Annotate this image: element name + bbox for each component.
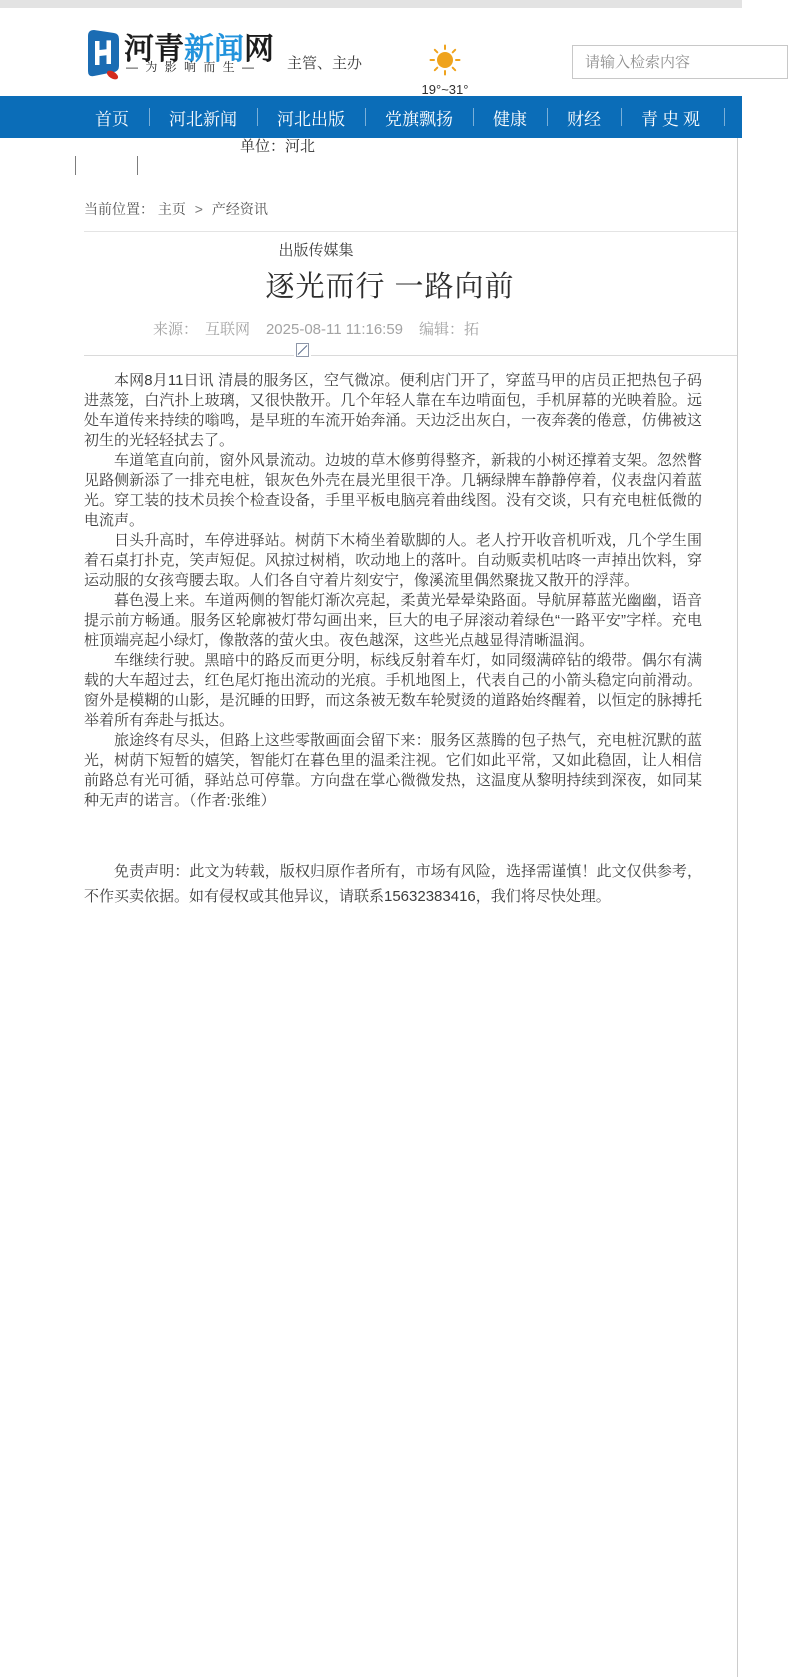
nav-item-party-flag[interactable]: 党旗飘扬 xyxy=(365,105,473,130)
article-paragraph: 车道笔直向前，窗外风景流动。边坡的草木修剪得整齐，新栽的小树还撑着支架。忽然瞥见路侧新添了一排充电桩，银灰色外壳在晨光里很干净。几辆绿牌车静静停着，仪表盘闪着蓝光。穿工装的技术员挨个检查设备，手里平板电脑亮着曲线图。没有交谈，只有充电桩低微的电流声。 xyxy=(84,452,702,529)
meta-source: 互联网 xyxy=(204,321,250,338)
nav-item-clipped[interactable]: 河 xyxy=(724,105,781,130)
meta-editor: 编辑：拓 xyxy=(419,321,480,338)
table-border-remnant xyxy=(75,156,76,175)
nav-item-hebei-publishing[interactable]: 河北出版 xyxy=(257,105,365,130)
temperature-range: 19°~31° xyxy=(421,82,469,97)
nav-list xyxy=(0,96,761,138)
breadcrumb-separator: > xyxy=(194,201,203,217)
site-header xyxy=(0,8,742,96)
main-content xyxy=(0,138,742,909)
article-paragraph: 暮色漫上来。车道两侧的智能灯渐次亮起，柔黄光晕晕染路面。导航屏幕蓝光幽幽，语音提示前方畅通。服务区轮廓被灯带勾画出来，巨大的电子屏滚动着绿色“一路平安”字样。充电桩顶端亮起小绿灯，像散落的萤火虫。夜色越深，这些光点越显得清晰温润。 xyxy=(84,592,702,649)
site-logo[interactable] xyxy=(86,22,286,90)
breadcrumb xyxy=(0,138,742,219)
article-body xyxy=(84,371,702,811)
article-meta xyxy=(84,318,548,339)
search-input[interactable] xyxy=(572,45,788,79)
site-name: 河青新闻网 xyxy=(124,33,274,66)
breadcrumb-label: 当前位置： xyxy=(84,201,154,217)
nav-item-hebei-news[interactable]: 河北新闻 xyxy=(149,105,257,130)
article-paragraph: 日头升高时，车停进驿站。树荫下木椅坐着歇脚的人。老人拧开收音机听戏，几个学生围着石桌打扑克，笑声短促。风掠过树梢，吹动地上的落叶。自动贩卖机咕咚一声掉出饮料，穿运动服的女孩弯腰去取。人们各自守着片刻安宁，像溪流里偶然聚拢又散开的浮萍。 xyxy=(84,532,702,589)
article-paragraph: 车继续行驶。黑暗中的路反而更分明，标线反射着车灯，如同缀满碎钻的缎带。偶尔有满载的大车超过去，红色尾灯拖出流动的光痕。手机地图上，代表自己的小箭头稳定向前滑动。窗外是模糊的山影，是沉睡的田野，而这条被无数车轮熨烫的道路始终醒着，以恒定的脉搏托举着所有奔赴与抵达。 xyxy=(84,652,702,729)
article-paragraph: 本网8月11日讯 清晨的服务区，空气微凉。便利店门开了，穿蓝马甲的店员正把热包子码进蒸笼，白汽扑上玻璃，又很快散开。几个年轻人靠在车边啃面包，手机屏幕的光映着脸。远处车道传来持续的嗡鸣，是早班的车流开始奔涌。天边泛出灰白，一夜奔袭的倦意，仿佛被这初生的光轻轻拭去了。 xyxy=(84,372,702,449)
meta-datetime: 2025-08-11 11:16:59 xyxy=(265,321,404,338)
content-right-border xyxy=(737,138,738,1677)
sun-icon xyxy=(429,63,461,80)
article-title: 逐光而行 一路向前 xyxy=(265,271,515,303)
breadcrumb-home-link[interactable]: 主页 xyxy=(157,201,186,217)
nav-item-qing-history[interactable]: 青史观 xyxy=(621,105,724,130)
article-paragraph: 旅途终有尽头，但路上这些零散画面会留下来：服务区蒸腾的包子热气，充电桩沉默的蓝光，树荫下短暂的嬉笑，智能灯在暮色里的温柔注视。它们如此平常，又如此稳固，让人相信前路总有光可循，驿站总可停靠。方向盘在掌心微微发热，这温度从黎明持续到深夜，如同某种无声的诺言。（作者:张维） xyxy=(84,732,702,809)
main-nav xyxy=(0,96,761,138)
weather-widget xyxy=(416,44,474,97)
disclaimer: 免责声明：此文为转载，版权归原作者所有，市场有风险，选择需谨慎！此文仅供参考，不作买卖依据。如有侵权或其他异议，请联系15632383416，我们将尽快处理。 xyxy=(84,863,702,905)
top-strip xyxy=(0,0,742,8)
nav-item-health[interactable]: 健康 xyxy=(473,105,547,130)
site-tagline: — 为 影 响 而 生 — xyxy=(126,60,257,74)
article-panel xyxy=(84,231,737,909)
broken-image-icon xyxy=(294,341,311,357)
table-border-remnant xyxy=(137,156,138,175)
supervisor-label: 主管、主办 xyxy=(287,55,363,72)
breadcrumb-current-link[interactable]: 产经资讯 xyxy=(211,201,268,217)
article-kicker: 出版传媒集 xyxy=(278,242,354,259)
meta-divider xyxy=(84,355,737,356)
nav-item-home[interactable]: 首页 xyxy=(95,109,129,129)
logo-h-icon xyxy=(86,28,120,87)
unit-label-clipped: 单位：河北 xyxy=(240,138,316,155)
meta-source-label: 来源： xyxy=(152,321,198,338)
nav-item-finance[interactable]: 财经 xyxy=(547,105,621,130)
